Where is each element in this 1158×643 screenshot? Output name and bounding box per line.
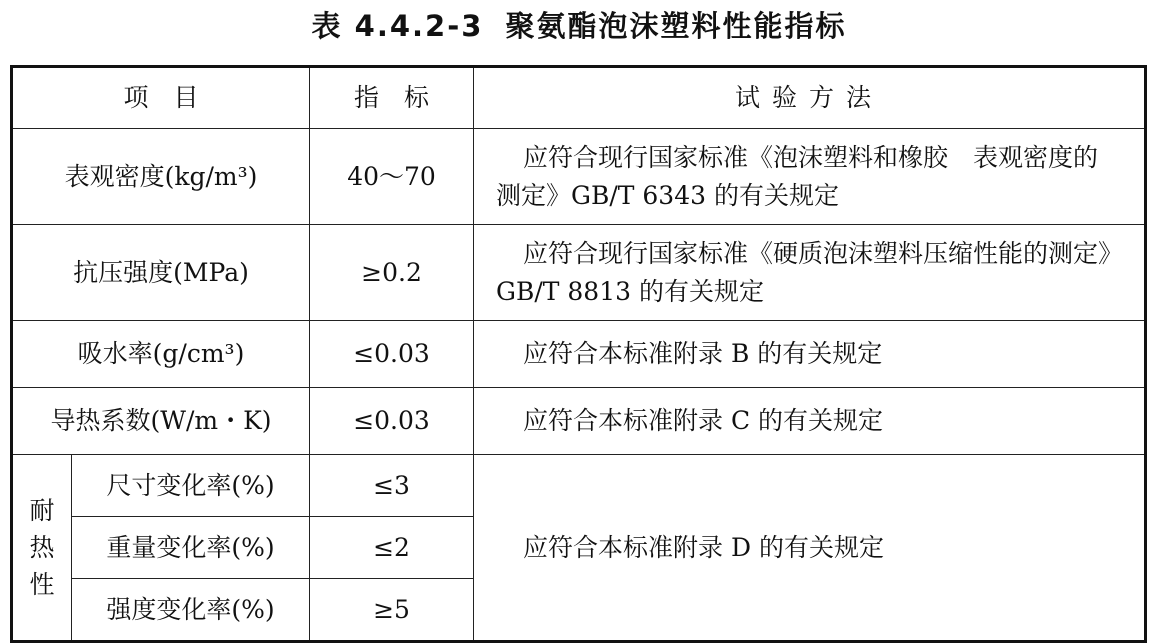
indicator-cell: ≥5: [310, 579, 474, 642]
item-cell: 抗压强度(MPa): [12, 225, 310, 321]
table-number: 表 4.4.2-3: [311, 9, 484, 43]
item-cell: 导热系数(W/m・K): [12, 388, 310, 455]
table-row: [12, 388, 1146, 455]
table-row: [12, 321, 1146, 388]
table-caption: 聚氨酯泡沫塑料性能指标: [505, 9, 847, 43]
indicator-cell: ≥0.2: [310, 225, 474, 321]
header-indicator: 指 标: [310, 67, 474, 129]
table-title: [0, 6, 1158, 46]
indicator-cell: ≤3: [310, 455, 474, 517]
method-cell: 应符合现行国家标准《硬质泡沫塑料压缩性能的测定》GB/T 8813 的有关规定: [474, 225, 1146, 321]
performance-table: [10, 65, 1147, 643]
indicator-cell: ≤0.03: [310, 321, 474, 388]
table-row: [12, 225, 1146, 321]
heat-resistance-group-label: 耐 热 性: [12, 455, 72, 642]
item-cell: 尺寸变化率(%): [72, 455, 310, 517]
method-cell: 应符合本标准附录 C 的有关规定: [474, 388, 1146, 455]
indicator-cell: ≤0.03: [310, 388, 474, 455]
indicator-cell: ≤2: [310, 517, 474, 579]
item-cell: 表观密度(kg/m³): [12, 129, 310, 225]
method-cell: 应符合现行国家标准《泡沫塑料和橡胶 表观密度的测定》GB/T 6343 的有关规定: [474, 129, 1146, 225]
table-row: [12, 455, 1146, 517]
header-row: [12, 67, 1146, 129]
item-cell: 重量变化率(%): [72, 517, 310, 579]
item-cell: 强度变化率(%): [72, 579, 310, 642]
method-cell: 应符合本标准附录 B 的有关规定: [474, 321, 1146, 388]
indicator-cell: 40～70: [310, 129, 474, 225]
header-method: 试验方法: [474, 67, 1146, 129]
header-item: 项 目: [12, 67, 310, 129]
table-row: [12, 129, 1146, 225]
item-cell: 吸水率(g/cm³): [12, 321, 310, 388]
method-cell: 应符合本标准附录 D 的有关规定: [474, 455, 1146, 642]
